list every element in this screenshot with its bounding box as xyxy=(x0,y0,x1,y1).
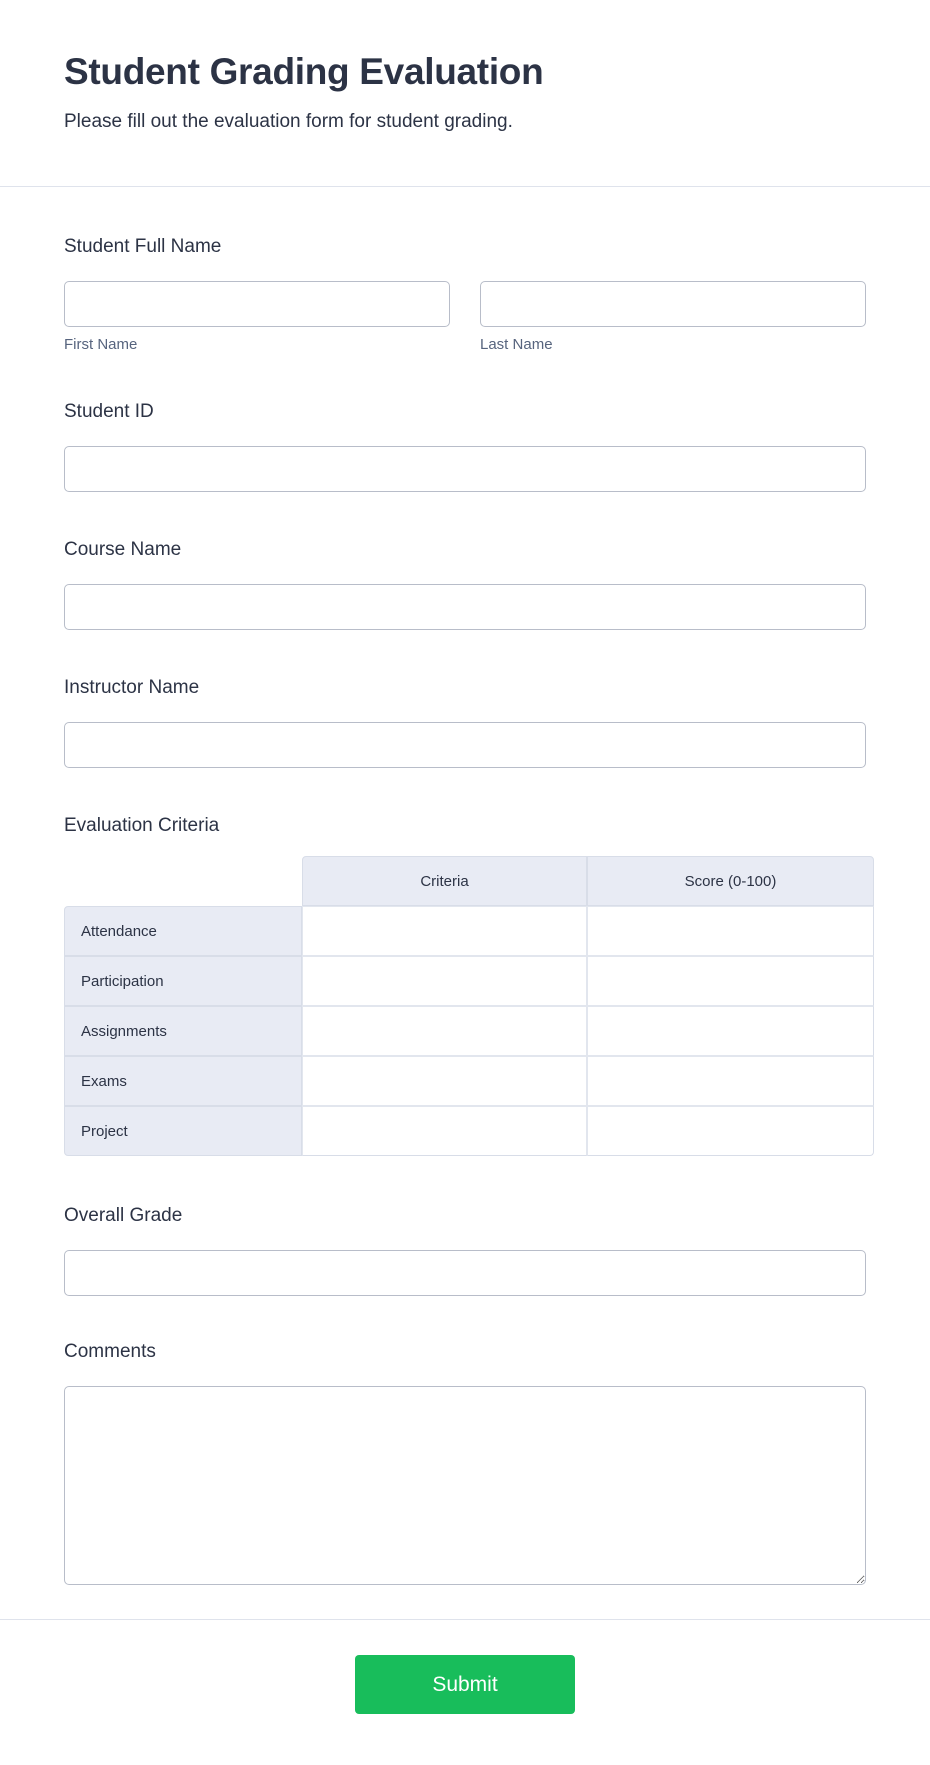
table-cell-exams-criteria xyxy=(302,1056,587,1106)
table-cell-project-score xyxy=(587,1106,874,1156)
comments-textarea[interactable] xyxy=(64,1386,866,1585)
exams-score-input[interactable] xyxy=(588,1057,873,1105)
assignments-score-input[interactable] xyxy=(588,1007,873,1055)
assignments-criteria-input[interactable] xyxy=(303,1007,586,1055)
student-full-name-label: Student Full Name xyxy=(64,236,222,257)
table-column-header-score: Score (0-100) xyxy=(587,856,874,906)
course-name-label: Course Name xyxy=(64,539,182,560)
submit-row xyxy=(0,1620,930,1765)
attendance-criteria-input[interactable] xyxy=(303,907,586,955)
table-cell-assignments-score xyxy=(587,1006,874,1056)
table-cell-participation-score xyxy=(587,956,874,1006)
table-row-header-attendance: Attendance xyxy=(64,906,302,956)
table-row-header-participation: Participation xyxy=(64,956,302,1006)
table-cell-attendance-score xyxy=(587,906,874,956)
question-course-name xyxy=(64,538,866,630)
table-corner-cell xyxy=(64,856,302,906)
question-student-id xyxy=(64,400,866,492)
table-cell-attendance-criteria xyxy=(302,906,587,956)
instructor-name-label: Instructor Name xyxy=(64,677,200,698)
question-student-full-name xyxy=(64,235,866,354)
course-name-input[interactable] xyxy=(64,584,866,630)
table-column-header-criteria: Criteria xyxy=(302,856,587,906)
overall-grade-input[interactable] xyxy=(64,1250,866,1296)
overall-grade-label: Overall Grade xyxy=(64,1205,183,1226)
question-evaluation-criteria xyxy=(64,814,866,1156)
student-id-label: Student ID xyxy=(64,401,154,422)
project-score-input[interactable] xyxy=(588,1107,873,1155)
table-cell-exams-score xyxy=(587,1056,874,1106)
question-instructor-name xyxy=(64,676,866,768)
submit-button[interactable]: Submit xyxy=(355,1655,575,1714)
evaluation-criteria-label: Evaluation Criteria xyxy=(64,815,220,836)
form-body xyxy=(0,235,930,1585)
participation-score-input[interactable] xyxy=(588,957,873,1005)
question-comments xyxy=(64,1340,866,1585)
first-name-sublabel: First Name xyxy=(64,336,138,353)
page-subtitle: Please fill out the evaluation form for student grading. xyxy=(64,111,513,132)
question-overall-grade xyxy=(64,1204,866,1296)
first-name-input[interactable] xyxy=(64,281,450,327)
first-name-group xyxy=(64,281,450,354)
last-name-sublabel: Last Name xyxy=(480,336,553,353)
table-row-header-assignments: Assignments xyxy=(64,1006,302,1056)
last-name-group xyxy=(480,281,866,354)
name-inputs-row xyxy=(64,281,866,354)
participation-criteria-input[interactable] xyxy=(303,957,586,1005)
evaluation-table xyxy=(64,856,866,1156)
page-title: Student Grading Evaluation xyxy=(64,51,544,92)
last-name-input[interactable] xyxy=(480,281,866,327)
comments-label: Comments xyxy=(64,1341,156,1362)
project-criteria-input[interactable] xyxy=(303,1107,586,1155)
table-row-header-project: Project xyxy=(64,1106,302,1156)
exams-criteria-input[interactable] xyxy=(303,1057,586,1105)
form-header xyxy=(0,0,930,187)
table-row-header-exams: Exams xyxy=(64,1056,302,1106)
attendance-score-input[interactable] xyxy=(588,907,873,955)
table-cell-assignments-criteria xyxy=(302,1006,587,1056)
table-cell-participation-criteria xyxy=(302,956,587,1006)
instructor-name-input[interactable] xyxy=(64,722,866,768)
student-id-input[interactable] xyxy=(64,446,866,492)
table-cell-project-criteria xyxy=(302,1106,587,1156)
